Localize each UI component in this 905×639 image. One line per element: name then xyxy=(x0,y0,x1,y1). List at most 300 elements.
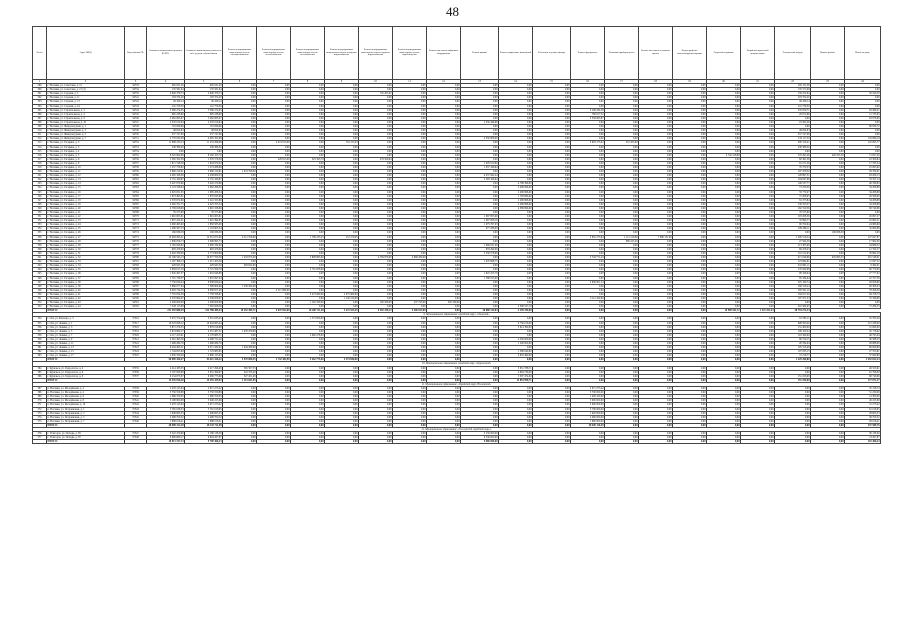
table-cell: 9 047 823,00 xyxy=(257,309,291,313)
table-cell: 0,00 xyxy=(707,411,741,415)
table-cell: 10 013 157,13 xyxy=(147,440,185,444)
table-cell: 0,00 xyxy=(571,342,605,346)
table-cell: 4 561 495,56 xyxy=(147,337,185,341)
table-cell: 0,00 xyxy=(533,407,571,411)
table-cell: 0,00 xyxy=(707,436,741,440)
table-cell: 0,00 xyxy=(257,407,291,411)
table-cell: 3 473 060,00 xyxy=(291,292,325,296)
table-cell: 0,00 xyxy=(811,350,845,354)
table-cell: 342 xyxy=(33,260,47,264)
table-cell: 0,00 xyxy=(533,337,571,341)
table-cell: 0,00 xyxy=(499,272,533,276)
table-cell: 0,00 xyxy=(571,223,605,227)
table-cell: 0,00 xyxy=(325,432,359,436)
table-cell: 0,00 xyxy=(499,391,533,395)
table-cell: 0,00 xyxy=(223,215,257,219)
table-cell: 0,00 xyxy=(427,190,461,194)
table-cell: 0,00 xyxy=(741,211,775,215)
table-cell: 0,00 xyxy=(811,358,845,362)
table-cell: 0,00 xyxy=(427,247,461,251)
table-cell: 0,00 xyxy=(741,112,775,116)
table-cell: 0,00 xyxy=(775,403,811,407)
table-cell: 8 325 992,89 xyxy=(147,153,185,157)
table-cell: 0,00 xyxy=(393,153,427,157)
table-cell: 0,00 xyxy=(741,161,775,165)
table-cell: 4 498 751,20 xyxy=(185,337,223,341)
table-cell: 0,00 xyxy=(393,395,427,399)
table-cell: 0,00 xyxy=(291,202,325,206)
table-cell: 0,00 xyxy=(223,223,257,227)
table-cell: 0,00 xyxy=(223,350,257,354)
table-cell: 34767 xyxy=(125,202,147,206)
table-cell: 0,00 xyxy=(707,329,741,333)
table-cell: 0,00 xyxy=(257,145,291,149)
table-cell: 107 471,53 xyxy=(775,296,811,300)
table-cell: 0,00 xyxy=(639,403,673,407)
table-cell: 63 978,90 xyxy=(845,116,881,120)
address-cell: г. Оха, ул. Ленина, д. 15 xyxy=(47,350,125,354)
table-cell: 0,00 xyxy=(325,116,359,120)
table-cell: 0,00 xyxy=(741,219,775,223)
table-cell: 12 351 671,90 xyxy=(185,235,223,239)
table-cell: 0,00 xyxy=(499,112,533,116)
table-cell: 0,00 xyxy=(533,399,571,403)
table-cell: 0,00 xyxy=(533,108,571,112)
table-cell: 0,00 xyxy=(571,215,605,219)
table-cell: 0,00 xyxy=(359,202,393,206)
address-cell: г. Оха, ул. Ленина, д. 11 xyxy=(47,342,125,346)
table-cell: 0,00 xyxy=(741,165,775,169)
table-cell: 0,00 xyxy=(291,419,325,423)
table-cell: 0,00 xyxy=(393,432,427,436)
table-cell: 0,00 xyxy=(223,231,257,235)
table-cell: 0,00 xyxy=(673,260,707,264)
table-cell: 0,00 xyxy=(291,96,325,100)
table-cell: 0,00 xyxy=(257,211,291,215)
table-cell: 2 498 700,52 xyxy=(147,415,185,419)
table-cell: 0,00 xyxy=(741,145,775,149)
column-number: 4 xyxy=(147,80,185,84)
table-cell: 105 313,48 xyxy=(775,346,811,350)
address-cell: г. Оха, ул. Ленина, д. 5 xyxy=(47,329,125,333)
table-cell: 0,00 xyxy=(393,260,427,264)
table-cell: 0,00 xyxy=(605,88,639,92)
table-cell: 0,00 xyxy=(257,174,291,178)
table-cell: 0,00 xyxy=(427,153,461,157)
table-cell: 0,00 xyxy=(673,133,707,137)
table-cell: 0,00 xyxy=(427,239,461,243)
table-cell: 0,00 xyxy=(393,157,427,161)
table-cell: 0,00 xyxy=(223,337,257,341)
table-cell: 115 238,00 xyxy=(845,321,881,325)
table-cell: 0,00 xyxy=(639,260,673,264)
table-cell: 0,00 xyxy=(571,120,605,124)
table-cell: 0,00 xyxy=(571,432,605,436)
table-cell: 4 389 996,00 xyxy=(499,206,533,210)
table-cell: 36 138,36 xyxy=(845,432,881,436)
table-cell: 0,00 xyxy=(533,153,571,157)
table-cell: 0,00 xyxy=(639,112,673,116)
address-cell: ИТОГО: xyxy=(47,378,125,382)
table-cell: 0,00 xyxy=(427,219,461,223)
column-header: Ремонт крыши xyxy=(461,27,499,80)
table-cell: 0,00 xyxy=(393,419,427,423)
table-cell: 0,00 xyxy=(393,317,427,321)
address-cell: г. Ноглики, ул. Гагарина, д. 15 xyxy=(47,186,125,190)
table-cell: 0,00 xyxy=(811,399,845,403)
table-cell: 0,00 xyxy=(571,288,605,292)
table-cell: 0,00 xyxy=(533,309,571,313)
table-cell: 0,00 xyxy=(359,141,393,145)
table-cell: 0,00 xyxy=(707,145,741,149)
table-cell: 0,00 xyxy=(427,223,461,227)
table-cell: 0,00 xyxy=(359,182,393,186)
table-cell: 0,00 xyxy=(427,137,461,141)
column-header: Утепление и ремонт фасада xyxy=(533,27,571,80)
table-cell: 26 568,90 xyxy=(845,194,881,198)
table-cell: 0,00 xyxy=(673,268,707,272)
table-cell: 471 049,06 xyxy=(775,256,811,260)
table-cell: 0,00 xyxy=(427,186,461,190)
table-cell: 0,00 xyxy=(393,280,427,284)
table-cell: 329 xyxy=(33,206,47,210)
table-cell: 131 400,00 xyxy=(775,325,811,329)
table-cell: 0,00 xyxy=(291,194,325,198)
table-cell: 0,00 xyxy=(639,292,673,296)
table-cell: 321 xyxy=(33,174,47,178)
table-cell: 0,00 xyxy=(741,350,775,354)
address-cell: г. Ноглики, ул. Гагарина, д. 30 xyxy=(47,247,125,251)
table-cell: 135 581,64 xyxy=(185,88,223,92)
table-cell: 0,00 xyxy=(605,84,639,88)
table-cell: 0,00 xyxy=(427,276,461,280)
address-cell: г. Ноглики, ул. Гагарина, д. 26 xyxy=(47,231,125,235)
table-cell: 0,00 xyxy=(393,276,427,280)
table-cell: 0,00 xyxy=(741,260,775,264)
table-cell: 0,00 xyxy=(461,125,499,129)
table-cell: 0,00 xyxy=(605,321,639,325)
table-cell: 0,00 xyxy=(325,133,359,137)
table-cell: 0,00 xyxy=(427,108,461,112)
capital-repair-table xyxy=(32,26,881,444)
table-cell: 0,00 xyxy=(741,395,775,399)
table-cell: 6 003 734,59 xyxy=(147,288,185,292)
table-cell: 0,00 xyxy=(291,100,325,104)
table-cell: 2 478 125,94 xyxy=(147,387,185,391)
table-cell: 0,00 xyxy=(427,329,461,333)
table-cell: 127 627,87 xyxy=(845,235,881,239)
table-cell: 0,00 xyxy=(811,235,845,239)
table-cell: 0,00 xyxy=(639,108,673,112)
table-cell: 0,00 xyxy=(571,202,605,206)
table-cell: 0,00 xyxy=(461,337,499,341)
table-cell: 1 858 585,00 xyxy=(185,223,223,227)
table-cell: 0,00 xyxy=(775,366,811,370)
table-cell: 0,00 xyxy=(707,378,741,382)
table-cell: 4 217 296,26 xyxy=(185,366,223,370)
table-cell: 0,00 xyxy=(639,370,673,374)
table-cell: 0,00 xyxy=(427,436,461,440)
table-cell: 0,00 xyxy=(359,387,393,391)
table-cell: 0,00 xyxy=(533,256,571,260)
table-cell: 993 478,00 xyxy=(147,247,185,251)
table-cell: 0,00 xyxy=(571,440,605,444)
table-cell: 0,00 xyxy=(673,288,707,292)
table-cell: 0,00 xyxy=(499,247,533,251)
table-cell: 0,00 xyxy=(427,407,461,411)
table-cell: 0,00 xyxy=(673,407,707,411)
table-cell: 0,00 xyxy=(673,346,707,350)
table-cell: 0,00 xyxy=(571,276,605,280)
table-cell: 332 xyxy=(33,219,47,223)
table-cell: 0,00 xyxy=(461,399,499,403)
table-cell: 34753 xyxy=(125,145,147,149)
table-cell: 0,00 xyxy=(533,321,571,325)
address-cell: п. Ноглики, ул. Пограничная, д. 7 xyxy=(47,419,125,423)
table-cell: 0,00 xyxy=(325,395,359,399)
table-cell: 0,00 xyxy=(741,305,775,309)
table-cell: 0,00 xyxy=(393,108,427,112)
table-cell: 0,00 xyxy=(741,239,775,243)
table-cell: 0,00 xyxy=(673,358,707,362)
table-cell: 0,00 xyxy=(605,395,639,399)
address-cell: г. Курильск, ул. Гидрологов, д. 6 xyxy=(47,370,125,374)
table-cell: 0,00 xyxy=(673,415,707,419)
table-cell: 14 300,00 xyxy=(845,395,881,399)
table-cell: 0,00 xyxy=(673,317,707,321)
table-cell: 151 250,00 xyxy=(775,374,811,378)
table-cell: 348 xyxy=(33,284,47,288)
table-cell: 0,00 xyxy=(393,403,427,407)
table-cell: 0,00 xyxy=(291,141,325,145)
table-cell: 6 434 495,51 xyxy=(147,346,185,350)
table-cell: 63 209,13 xyxy=(845,174,881,178)
address-cell: г. Оха, ул. Ленина, д. 3 xyxy=(47,325,125,329)
table-cell: 38 700,52 xyxy=(845,415,881,419)
table-cell: 37316 xyxy=(125,317,147,321)
table-cell: 0,00 xyxy=(325,92,359,96)
table-cell: 0,00 xyxy=(673,227,707,231)
table-cell: 0,00 xyxy=(605,120,639,124)
column-number: 16 xyxy=(571,80,605,84)
table-cell: 2 000 465,90 xyxy=(147,223,185,227)
table-cell: 0,00 xyxy=(393,120,427,124)
table-cell: 68 749,66 xyxy=(845,206,881,210)
table-cell: 0,00 xyxy=(223,387,257,391)
table-cell: 37346 xyxy=(125,419,147,423)
table-cell: 318 xyxy=(33,161,47,165)
table-cell: 0,00 xyxy=(257,223,291,227)
table-cell: 0,00 xyxy=(393,206,427,210)
table-cell: 308 xyxy=(33,120,47,124)
table-cell: 1 836 056,73 xyxy=(147,239,185,243)
table-cell: 0,00 xyxy=(811,284,845,288)
table-cell: 0,00 xyxy=(359,96,393,100)
table-cell: 0,00 xyxy=(533,329,571,333)
address-cell: ИТОГО: xyxy=(47,440,125,444)
table-cell: 718 836,66 xyxy=(147,125,185,129)
table-cell: 0,00 xyxy=(257,133,291,137)
table-cell: 0,00 xyxy=(605,256,639,260)
table-cell: 0,00 xyxy=(291,129,325,133)
table-cell: 0,00 xyxy=(741,194,775,198)
table-cell: 48 654,63 xyxy=(147,129,185,133)
table-cell: 0,00 xyxy=(741,149,775,153)
table-cell: 151 270,95 xyxy=(325,235,359,239)
table-cell: 0,00 xyxy=(499,92,533,96)
table-cell: 0,00 xyxy=(571,260,605,264)
table-cell: 0,00 xyxy=(427,92,461,96)
table-cell: 0,00 xyxy=(673,116,707,120)
table-cell: 0,00 xyxy=(499,161,533,165)
table-cell: 0,00 xyxy=(427,309,461,313)
table-cell: 4 425 705,54 xyxy=(185,202,223,206)
table-cell: 37321 xyxy=(125,337,147,341)
table-cell: 13 483 293,21 xyxy=(147,235,185,239)
table-cell: 0,00 xyxy=(359,264,393,268)
table-cell: 0,00 xyxy=(605,215,639,219)
table-cell: 4 257 942,24 xyxy=(461,174,499,178)
table-cell: 11 253 298,08 xyxy=(185,141,223,145)
table-cell: 0,00 xyxy=(639,202,673,206)
table-cell: 0,00 xyxy=(499,387,533,391)
table-cell: 0,00 xyxy=(639,391,673,395)
table-cell: 0,00 xyxy=(461,116,499,120)
table-cell: 0,00 xyxy=(223,251,257,255)
table-cell: 1 365 352,38 xyxy=(147,157,185,161)
table-cell: 0,00 xyxy=(291,251,325,255)
table-cell: 0,00 xyxy=(707,256,741,260)
table-cell: 311 xyxy=(33,133,47,137)
table-cell: 0,00 xyxy=(427,202,461,206)
table-cell: 0,00 xyxy=(811,186,845,190)
table-cell: 0,00 xyxy=(257,227,291,231)
table-cell: 0,00 xyxy=(499,100,533,104)
table-cell: 0,00 xyxy=(571,231,605,235)
table-cell: 0,00 xyxy=(223,227,257,231)
table-cell: 34762 xyxy=(125,182,147,186)
table-cell: 0,00 xyxy=(325,157,359,161)
table-cell: 0,00 xyxy=(291,88,325,92)
table-cell: 369 xyxy=(33,395,47,399)
table-cell: 0,00 xyxy=(741,235,775,239)
table-cell: 0,00 xyxy=(359,370,393,374)
table-cell: 1 370 579,58 xyxy=(185,157,223,161)
table-cell: 344 xyxy=(33,268,47,272)
table-cell: 0,00 xyxy=(257,387,291,391)
table-cell: 350 xyxy=(33,292,47,296)
table-cell: 0,00 xyxy=(393,415,427,419)
table-cell: 0,00 xyxy=(811,178,845,182)
table-cell: 2 649 378,73 xyxy=(147,92,185,96)
table-cell: 2 358 663,87 xyxy=(571,116,605,120)
table-cell: 6 154 675,87 xyxy=(147,374,185,378)
table-cell: 0,00 xyxy=(707,100,741,104)
table-cell: 25 063,90 xyxy=(845,165,881,169)
address-cell: г. Ноглики, ул. Садовая, д. 13 xyxy=(47,100,125,104)
table-cell: 0,00 xyxy=(499,141,533,145)
table-cell: 0,00 xyxy=(291,403,325,407)
table-cell: 0,00 xyxy=(325,120,359,124)
table-cell: 0,00 xyxy=(775,116,811,120)
table-cell: 0,00 xyxy=(571,157,605,161)
table-cell: 0,00 xyxy=(223,174,257,178)
table-cell: 0,00 xyxy=(741,342,775,346)
table-cell: 0,00 xyxy=(223,198,257,202)
table-cell: 1 888 016,41 xyxy=(147,419,185,423)
table-cell: 0,00 xyxy=(223,342,257,346)
table-cell: 0,00 xyxy=(499,329,533,333)
table-cell: 0,00 xyxy=(673,378,707,382)
table-cell: 238 386,30 xyxy=(147,145,185,149)
table-cell: 3 049 225,99 xyxy=(185,399,223,403)
table-cell: 0,00 xyxy=(707,301,741,305)
table-cell: 0,00 xyxy=(427,141,461,145)
table-cell: 0,00 xyxy=(257,305,291,309)
table-cell: 16 962,21 xyxy=(845,219,881,223)
table-cell: 322 xyxy=(33,178,47,182)
table-cell: 3 351 633,45 xyxy=(185,317,223,321)
table-cell: 106 836,58 xyxy=(811,231,845,235)
table-cell: 0,00 xyxy=(741,215,775,219)
table-cell: 0,00 xyxy=(741,387,775,391)
table-cell: 0,00 xyxy=(461,280,499,284)
table-cell: 222 703,40 xyxy=(223,370,257,374)
table-cell: 0,00 xyxy=(845,120,881,124)
table-cell: 0,00 xyxy=(673,202,707,206)
table-cell: 5 761 018,95 xyxy=(185,407,223,411)
table-cell: 0,00 xyxy=(257,84,291,88)
table-cell: 34734 xyxy=(125,88,147,92)
table-cell: 0,00 xyxy=(325,129,359,133)
table-cell: 0,00 xyxy=(533,178,571,182)
table-cell: 0,00 xyxy=(291,153,325,157)
table-cell: 0,00 xyxy=(257,153,291,157)
table-cell: 0,00 xyxy=(707,186,741,190)
table-cell: 34745 xyxy=(125,112,147,116)
table-cell: 0,00 xyxy=(533,170,571,174)
table-cell: 5 674 882,17 xyxy=(147,329,185,333)
table-cell: 0,00 xyxy=(461,92,499,96)
table-cell: 185 151,36 xyxy=(775,84,811,88)
table-cell: 0,00 xyxy=(325,374,359,378)
table-cell: 0,00 xyxy=(291,247,325,251)
table-cell: 0,00 xyxy=(571,153,605,157)
table-cell: 0,00 xyxy=(639,399,673,403)
table-cell: 0,00 xyxy=(533,186,571,190)
table-cell: 0,00 xyxy=(639,325,673,329)
table-cell: 0,00 xyxy=(223,206,257,210)
table-cell: 0,00 xyxy=(571,305,605,309)
table-cell: 0,00 xyxy=(741,247,775,251)
table-cell: 0,00 xyxy=(499,231,533,235)
table-cell: 0,00 xyxy=(707,190,741,194)
table-cell: 48 654,63 xyxy=(775,129,811,133)
table-cell: 0,00 xyxy=(533,137,571,141)
table-cell: 0,00 xyxy=(499,419,533,423)
table-cell: 0,00 xyxy=(359,419,393,423)
table-cell: 15 476 816,20 xyxy=(147,378,185,382)
table-cell: 0,00 xyxy=(393,104,427,108)
table-cell: 0,00 xyxy=(639,329,673,333)
table-cell: 107 033,15 xyxy=(775,350,811,354)
table-cell: 0,00 xyxy=(571,247,605,251)
table-cell: 0,00 xyxy=(257,108,291,112)
table-cell: 1 221 251,43 xyxy=(741,309,775,313)
table-cell: 0,00 xyxy=(605,264,639,268)
table-cell: 0,00 xyxy=(325,415,359,419)
table-cell: 0,00 xyxy=(359,133,393,137)
